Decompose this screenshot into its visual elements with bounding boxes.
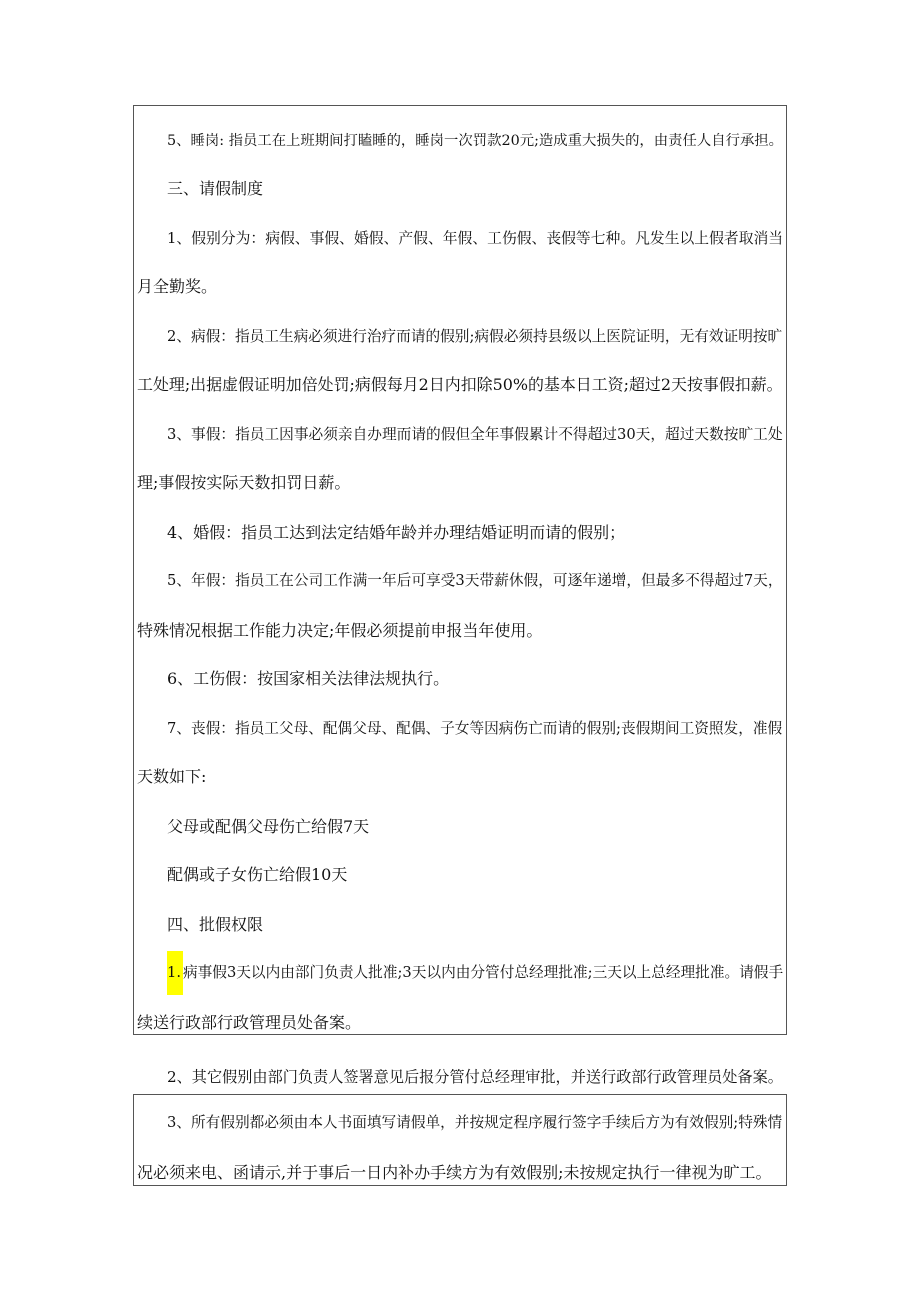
approval-clause-1-line-2: 续送行政部行政管理员处备案。 xyxy=(137,1013,362,1032)
leave-clause-2-line-1: 2、病假：指员工生病必须进行治疗而请的假别;病假必须持县级以上医院证明，无有效证明按旷 xyxy=(167,328,783,345)
approval-clause-2: 2、其它假别由部门负责人签署意见后报分管付总经理审批，并送行政部行政管理员处备案。 xyxy=(167,1068,783,1086)
leave-clause-1-line-1: 1、假别分为：病假、事假、婚假、产假、年假、工伤假、丧假等七种。凡发生以上假者取消当 xyxy=(167,230,784,247)
leave-clause-5-line-1: 5、年假：指员工在公司工作满一年后可享受3天带薪休假，可逐年递增，但最多不得超过7天， xyxy=(167,572,783,589)
leave-clause-7-line-2: 天数如下: xyxy=(137,767,207,786)
approval-clause-1-text: 病事假3天以内由部门负责人批准;3天以内由分管付总经理批准;三天以上总经理批准。请假手 xyxy=(182,964,784,981)
leave-clause-3-line-2: 理;事假按实际天数扣罚日薪。 xyxy=(137,473,351,492)
section-4-heading: 四、批假权限 xyxy=(167,915,264,934)
leave-clause-4: 4、婚假：指员工达到法定结婚年龄并办理结婚证明而请的假别； xyxy=(167,523,626,542)
approval-clause-3-line-2: 况必须来电、函请示,并于事后一日内补办手续方为有效假别;未按规定执行一律视为旷工。 xyxy=(137,1163,772,1182)
leave-clause-3-line-1: 3、事假：指员工因事必须亲自办理而请的假但全年事假累计不得超过30天，超过天数按旷工处 xyxy=(167,426,783,443)
approval-clause-1-line-1 xyxy=(167,962,783,984)
bereavement-parents: 父母或配偶父母伤亡给假7天 xyxy=(167,817,370,836)
leave-clause-7-line-1: 7、丧假：指员工父母、配偶父母、配偶、子女等因病伤亡而请的假别;丧假期间工资照发，准假 xyxy=(167,720,783,737)
highlighted-number: 1. xyxy=(167,951,183,995)
leave-clause-1-line-2: 月全勤奖。 xyxy=(137,277,218,296)
approval-clause-3-line-1: 3、所有假别都必须由本人书面填写请假单，并按规定程序履行签字手续后方为有效假别;特殊情 xyxy=(167,1114,783,1131)
leave-clause-5-line-2: 特殊情况根据工作能力决定;年假必须提前申报当年使用。 xyxy=(137,621,543,640)
bereavement-spouse-children: 配偶或子女伤亡给假10天 xyxy=(167,865,348,884)
leave-clause-2-line-2: 工处理;出据虚假证明加倍处罚;病假每月2日内扣除50%的基本日工资;超过2天按事假扣薪。 xyxy=(137,375,783,394)
clause-5-sleeping: 5、睡岗: 指员工在上班期间打瞌睡的，睡岗一次罚款20元;造成重大损失的，由责任人自行承担。 xyxy=(167,133,784,149)
section-3-heading: 三、请假制度 xyxy=(167,179,264,198)
leave-clause-6: 6、工伤假：按国家相关法律法规执行。 xyxy=(167,669,450,688)
